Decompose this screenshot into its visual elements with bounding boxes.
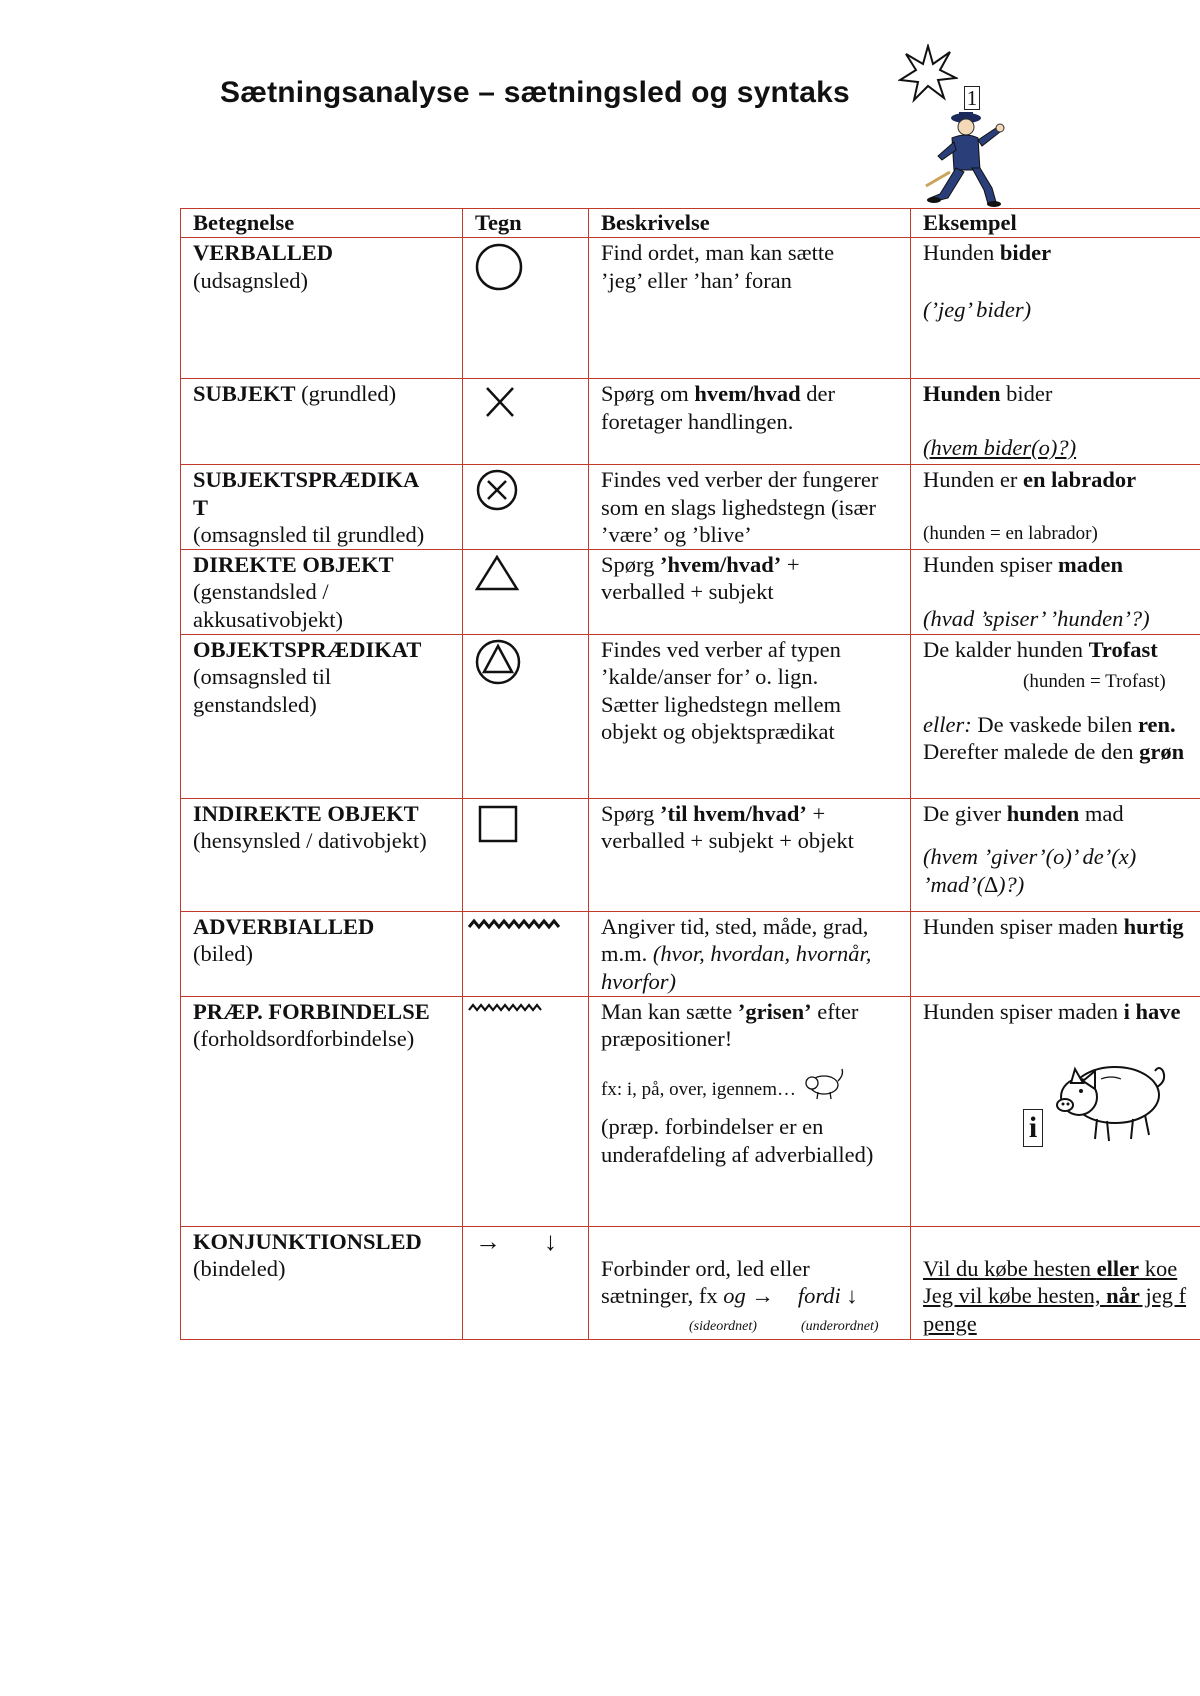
description-text: + [806,800,826,826]
description-text: m.m. [601,941,653,966]
description-text: + [781,551,800,577]
arrow-right-icon: → [475,1226,501,1256]
term-label: ADVERBIALLED [193,913,375,939]
description-cell [589,634,911,798]
term-subtitle: (udsagnsled) [193,267,308,293]
square-icon [475,800,535,846]
term-subtitle: (biled) [193,941,253,966]
example-highlight: maden [1057,551,1123,577]
symbol-cell [463,1226,589,1339]
example-text: Hunden [923,240,1000,265]
description-line: verballed + subjekt [601,579,774,604]
corner-badge: 1 [964,86,980,110]
example-cell [911,379,1200,465]
example-cell [911,549,1200,634]
description-text: Man kan sætte [601,998,738,1024]
term-cell [181,238,463,379]
pig-illustration [1041,1039,1171,1149]
term-label: VERBALLED [193,240,334,265]
example-prefix: eller: [923,711,972,737]
description-text: ↓ [840,1283,858,1308]
triangle-icon [475,551,535,595]
term-label: DIREKTE OBJEKT [193,551,394,577]
sideordnet-note: (sideordnet) [689,1318,757,1334]
example-text: Vil du købe hesten [923,1255,1097,1281]
table-row [181,379,1200,465]
table-row [181,911,1200,996]
description-line: Angiver tid, sted, måde, grad, [601,913,869,939]
description-text: der [800,381,835,406]
description-cell [589,238,911,379]
example-highlight: grøn [1139,739,1185,764]
header-tegn: Tegn [463,209,589,238]
example-text: penge [923,1310,977,1336]
description-cell [589,996,911,1226]
description-line: præpositioner! [601,1026,733,1051]
example-question: (’jeg’ bider) [923,296,1032,322]
term-subtitle: (omsagnsled til grundled) [193,522,425,547]
description-line: objekt og objektsprædikat [601,719,835,744]
example-text: De kalder hunden [923,636,1089,662]
term-cell [181,634,463,798]
table-row [181,238,1200,379]
example-text: Jeg vil købe hesten, [923,1283,1107,1308]
header-eksempel: Eksempel [911,209,1200,238]
table-row [181,996,1200,1226]
example-text: bider [1000,381,1053,406]
term-subtitle: akkusativobjekt) [193,606,343,632]
symbol-cell [463,238,589,379]
description-highlight: ’hvem/hvad’ [659,551,782,577]
symbol-cell [463,634,589,798]
starburst-icon [898,44,958,104]
example-cell [911,1226,1200,1339]
term-cell [181,379,463,465]
example-equation: (hunden = en labrador) [923,522,1098,544]
term-label: INDIREKTE OBJEKT [193,800,419,826]
description-cell [589,1226,911,1339]
term-label: KONJUNKTIONSLED [193,1228,422,1254]
table-row [181,549,1200,634]
example-question: (hvem ’giver’(o)’ de’(x) [923,844,1137,869]
description-italic: (hvor, hvordan, hvornår, [652,941,872,966]
description-cell [589,911,911,996]
description-cell [589,798,911,911]
example-highlight: Hunden [923,381,1001,406]
example-equation: (hunden = Trofast) [1023,671,1166,692]
example-highlight: når [1106,1283,1140,1308]
description-highlight: ’grisen’ [737,998,812,1024]
cross-icon [475,380,535,424]
example-text: Hunden spiser maden [923,998,1124,1024]
example-question: ’mad’(∆)?) [923,871,1025,897]
term-cell [181,1226,463,1339]
zigzag-icon [467,913,567,937]
term-subtitle: (forholdsordforbindelse) [193,1026,415,1051]
header-betegnelse: Betegnelse [181,209,463,238]
term-label: PRÆP. FORBINDELSE [193,998,430,1024]
description-line: Find ordet, man kan sætte [601,240,835,265]
circled-cross-icon [475,466,535,512]
description-text: Spørg [601,551,660,577]
example-highlight: i have [1123,998,1181,1024]
description-text: sætninger, fx [601,1283,724,1308]
description-line: ’være’ og ’blive’ [601,522,752,547]
small-zigzag-icon [467,998,547,1018]
description-line: underafdeling af adverbialled) [601,1141,874,1167]
example-text: mad [1079,800,1124,826]
term-cell [181,549,463,634]
description-italic: hvorfor) [601,968,676,994]
arrow-down-icon: ↓ [544,1226,557,1256]
term-subtitle: (hensynsled / dativobjekt) [193,828,427,853]
description-line: ’jeg’ eller ’han’ foran [601,267,792,293]
example-text: Derefter malede de den [923,739,1140,764]
symbol-cell [463,996,589,1226]
description-text: → [745,1283,774,1308]
example-text: koe [1139,1255,1178,1281]
symbol-cell [463,798,589,911]
description-text: efter [811,998,859,1024]
description-text: Spørg [601,800,660,826]
circle-icon [475,239,535,291]
example-text: Hunden spiser [923,551,1058,577]
term-subtitle: genstandsled) [193,691,317,717]
term-cell [181,465,463,550]
term-cell [181,798,463,911]
term-cell [181,996,463,1226]
example-cell [911,798,1200,911]
table-row [181,465,1200,550]
description-line: foretager handlingen. [601,408,794,434]
description-highlight: ’til hvem/hvad’ [659,800,807,826]
term-label: OBJEKTSPRÆDIKAT [193,636,422,662]
description-line: Sætter lighedstegn mellem [601,691,841,717]
description-cell [589,549,911,634]
header-beskrivelse: Beskrivelse [589,209,911,238]
table-row [181,634,1200,798]
example-text: De vaskede bilen [971,711,1138,737]
example-cell [911,465,1200,550]
dancing-man-illustration [920,108,1014,208]
term-label: SUBJEKT [193,381,296,406]
description-line: Findes ved verber af typen [601,636,841,662]
description-italic: fordi [797,1283,841,1308]
symbol-cell [463,911,589,996]
symbol-cell [463,465,589,550]
example-text: Hunden spiser maden [923,913,1124,939]
example-question: (hvem bider(o)?) [923,434,1077,460]
example-text: jeg f [1139,1283,1187,1308]
description-line: Forbinder ord, led eller [601,1255,810,1281]
example-cell [911,996,1200,1226]
example-highlight: bider [999,240,1052,265]
small-pig-icon [802,1061,848,1101]
term-subtitle: (omsagnsled til [193,664,332,689]
table-header-row [181,209,1200,238]
term-subtitle: (genstandsled / [193,579,329,604]
example-cell [911,911,1200,996]
description-cell [589,379,911,465]
term-cell [181,911,463,996]
example-cell [911,238,1200,379]
example-highlight: en labrador [1022,467,1137,492]
description-highlight: hvem/hvad [694,381,801,406]
underordnet-note: (underordnet) [801,1318,879,1334]
description-examples: fx: i, på, over, igennem… [601,1078,796,1100]
description-line: ’kalde/anser for’ o. lign. [601,664,819,689]
description-italic: og [723,1283,746,1308]
description-line: Findes ved verber der fungerer [601,467,879,492]
table-row [181,798,1200,911]
term-subtitle: (bindeled) [193,1256,286,1281]
symbol-cell [463,379,589,465]
syntax-table [180,208,1200,1340]
example-cell [911,634,1200,798]
example-highlight: hurtig [1123,913,1184,939]
example-text: Hunden er [923,467,1023,492]
circled-triangle-icon [475,636,535,686]
example-question: (hvad ’spiser’ ’hunden’?) [923,606,1150,631]
description-line: verballed + subjekt + objekt [601,828,854,853]
example-highlight: ren. [1137,711,1176,737]
page-title: Sætningsanalyse – sætningsled og syntaks [220,76,850,109]
symbol-cell [463,549,589,634]
term-label-wrap: T [193,494,209,520]
term-subtitle: (grundled) [295,381,397,406]
info-badge: i [1023,1109,1043,1147]
description-line: (præp. forbindelser er en [601,1114,824,1139]
description-text: Spørg om [601,381,695,406]
example-highlight: hunden [1006,800,1080,826]
example-text: De giver [923,800,1007,826]
description-cell [589,465,911,550]
table-row [181,1226,1200,1339]
description-line: som en slags lighedstegn (især [601,494,876,520]
example-highlight: eller [1096,1255,1140,1281]
example-highlight: Trofast [1088,636,1158,662]
term-label: SUBJEKTSPRÆDIKA [193,467,420,492]
